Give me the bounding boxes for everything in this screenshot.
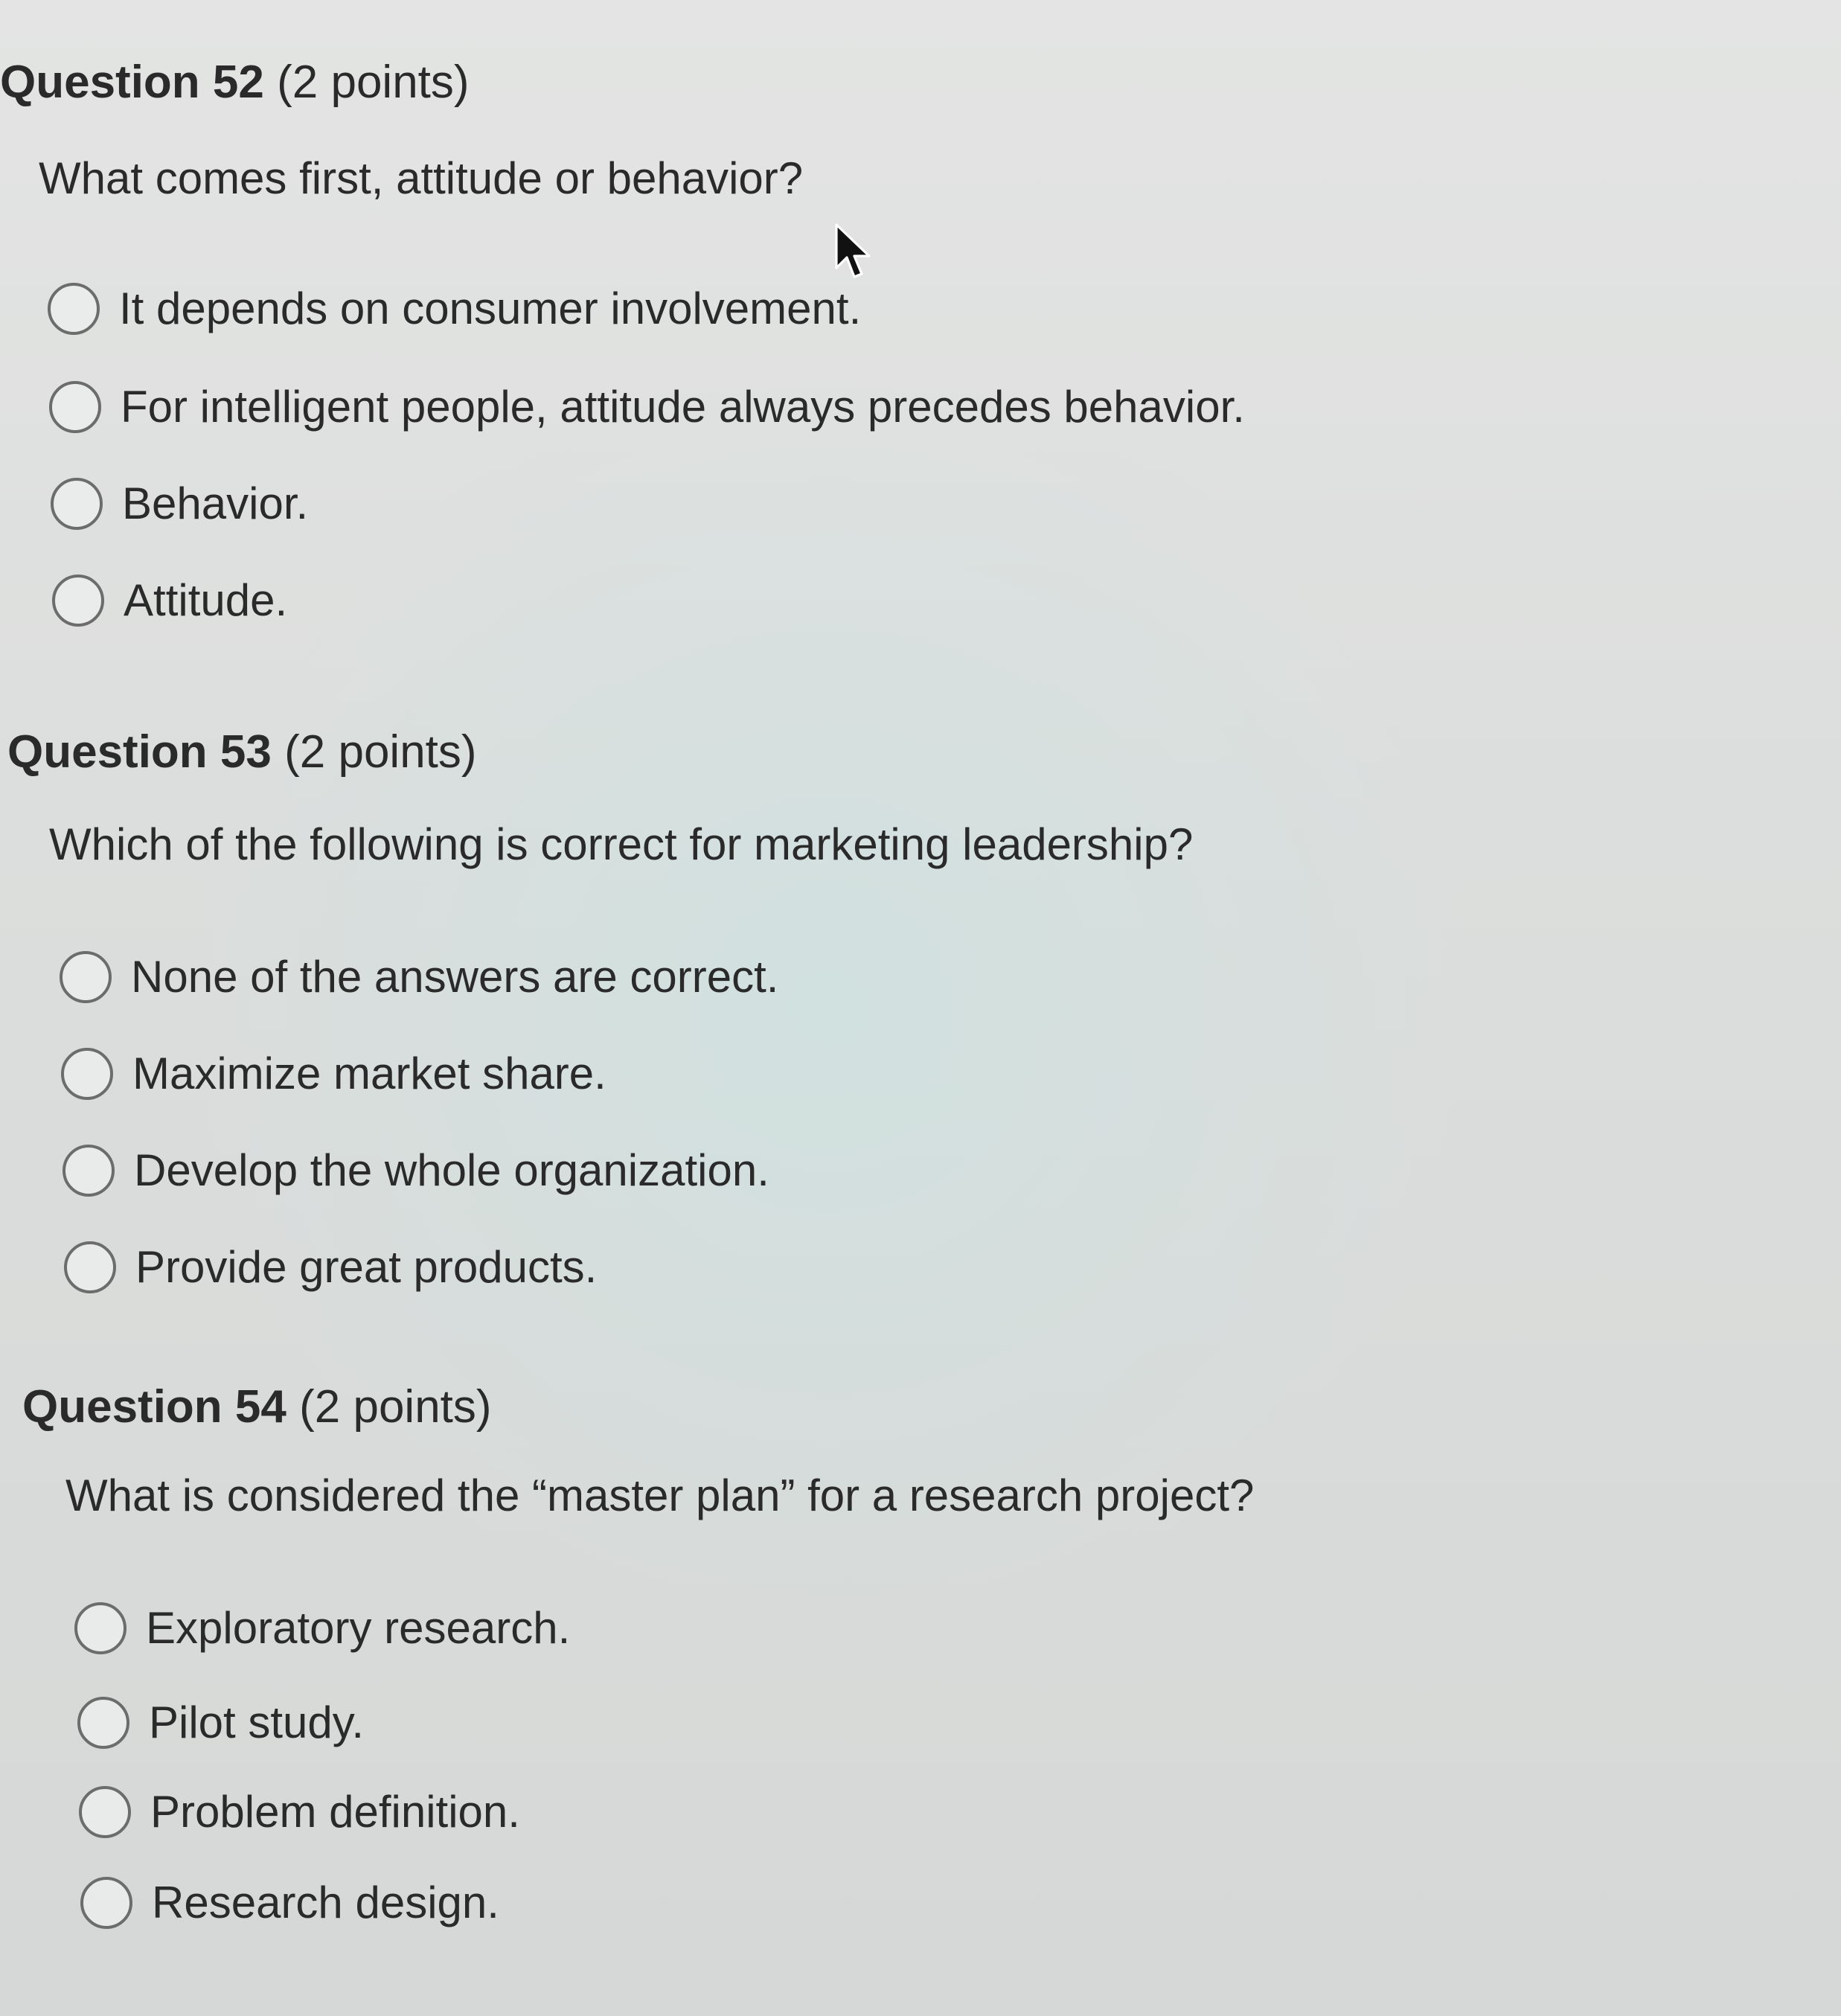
answer-option[interactable]: [64, 1241, 597, 1293]
answer-option[interactable]: [74, 1602, 570, 1654]
answer-option[interactable]: [77, 1697, 364, 1749]
answer-label: Research design.: [152, 1878, 499, 1927]
question-prompt: What is considered the “master plan” for a research project?: [65, 1471, 1255, 1520]
answer-option[interactable]: [63, 1145, 769, 1197]
radio-button[interactable]: [52, 575, 104, 627]
question-number: Question 52: [0, 57, 264, 108]
radio-button[interactable]: [64, 1241, 116, 1293]
radio-button[interactable]: [60, 951, 112, 1003]
answer-label: For intelligent people, attitude always precedes behavior.: [121, 382, 1245, 432]
radio-button[interactable]: [63, 1145, 115, 1197]
answer-option[interactable]: [61, 1048, 606, 1100]
question-prompt: What comes first, attitude or behavior?: [39, 153, 804, 203]
answer-option[interactable]: [79, 1786, 520, 1838]
radio-button[interactable]: [74, 1602, 127, 1654]
question-prompt: Which of the following is correct for marketing leadership?: [49, 819, 1194, 869]
question-title: [0, 57, 470, 108]
question-title: [7, 726, 477, 778]
radio-button[interactable]: [48, 283, 100, 335]
answer-option[interactable]: [80, 1877, 499, 1929]
radio-button[interactable]: [79, 1786, 131, 1838]
answer-option[interactable]: [60, 951, 778, 1003]
radio-button[interactable]: [80, 1877, 132, 1929]
answer-label: Exploratory research.: [146, 1603, 571, 1653]
answer-option[interactable]: [52, 575, 287, 627]
answer-label: Maximize market share.: [132, 1049, 606, 1098]
radio-button[interactable]: [49, 381, 101, 433]
answer-label: Behavior.: [122, 479, 309, 528]
answer-label: Problem definition.: [150, 1787, 520, 1837]
question-title: [22, 1381, 492, 1433]
radio-button[interactable]: [61, 1048, 113, 1100]
radio-button[interactable]: [51, 478, 103, 530]
answer-label: Develop the whole organization.: [134, 1145, 769, 1195]
answer-option[interactable]: [49, 381, 1245, 433]
question-points: (2 points): [277, 57, 470, 108]
answer-option[interactable]: [51, 478, 308, 530]
answer-label: Provide great products.: [135, 1242, 598, 1292]
question-number: Question 54: [22, 1381, 286, 1433]
answer-label: Attitude.: [124, 575, 288, 625]
question-number: Question 53: [7, 726, 272, 778]
radio-button[interactable]: [77, 1697, 129, 1749]
answer-label: None of the answers are correct.: [131, 952, 779, 1002]
question-points: (2 points): [299, 1381, 492, 1433]
answer-option[interactable]: [48, 283, 861, 335]
answer-label: It depends on consumer involvement.: [119, 284, 862, 333]
question-points: (2 points): [284, 726, 477, 778]
arrow-pointer-icon: [835, 223, 874, 281]
answer-label: Pilot study.: [149, 1697, 365, 1747]
